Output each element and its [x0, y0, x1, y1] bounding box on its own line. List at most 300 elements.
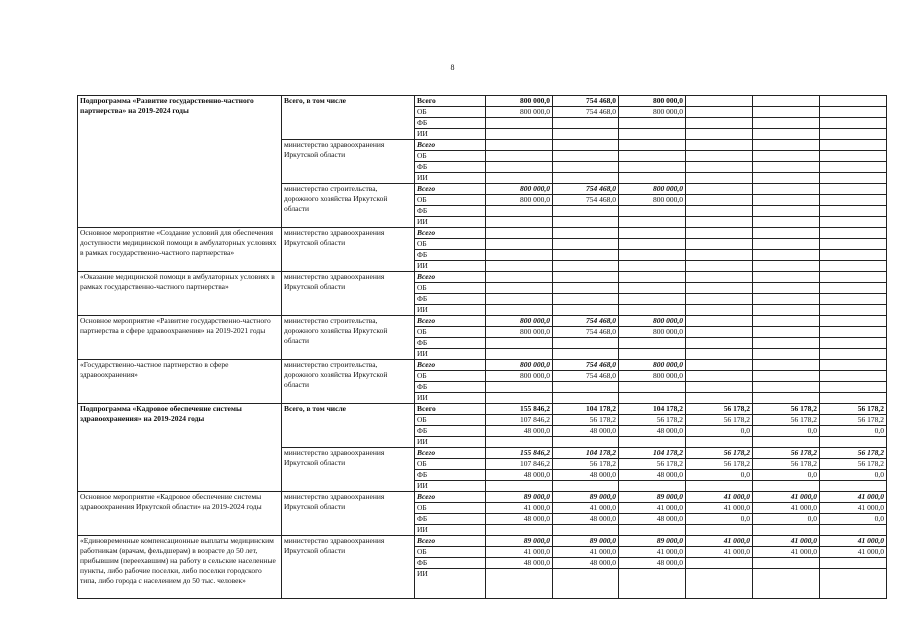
amount-cell [686, 349, 753, 360]
amount-cell: 800 000,0 [486, 316, 553, 327]
funding-source: Всего [415, 228, 486, 239]
amount-cell [753, 382, 820, 393]
amount-cell: 89 000,0 [553, 536, 619, 547]
amount-cell [553, 382, 619, 393]
amount-cell: 56 178,2 [753, 415, 820, 426]
amount-cell: 41 000,0 [553, 503, 619, 514]
amount-cell [486, 118, 553, 129]
amount-cell [619, 437, 686, 448]
amount-cell [486, 525, 553, 536]
amount-cell [753, 327, 820, 338]
amount-cell: 89 000,0 [486, 492, 553, 503]
amount-cell [686, 173, 753, 184]
amount-cell [753, 195, 820, 206]
amount-cell: 800 000,0 [486, 184, 553, 195]
amount-cell [820, 569, 887, 599]
measure-name: «Государственно-частное партнерство в сфере здравоохранения» [78, 360, 282, 404]
amount-cell [753, 371, 820, 382]
funding-source: ОБ [415, 239, 486, 250]
amount-cell [820, 525, 887, 536]
amount-cell: 0,0 [753, 426, 820, 437]
page-number: 8 [450, 63, 455, 72]
amount-cell [686, 525, 753, 536]
amount-cell [553, 481, 619, 492]
amount-cell [486, 481, 553, 492]
amount-cell [820, 481, 887, 492]
funding-source: ИИ [415, 129, 486, 140]
amount-cell: 48 000,0 [619, 514, 686, 525]
amount-cell: 41 000,0 [820, 547, 887, 558]
amount-cell [619, 338, 686, 349]
amount-cell [619, 239, 686, 250]
amount-cell [820, 118, 887, 129]
responsible-executor: министерство строительства, дорожного хозяйства Иркутской области [282, 360, 415, 404]
funding-source: ИИ [415, 305, 486, 316]
funding-table [77, 95, 887, 599]
amount-cell [553, 129, 619, 140]
amount-cell [820, 437, 887, 448]
amount-cell [820, 151, 887, 162]
amount-cell [753, 525, 820, 536]
amount-cell [619, 261, 686, 272]
amount-cell [553, 118, 619, 129]
amount-cell: 41 000,0 [553, 547, 619, 558]
amount-cell [553, 151, 619, 162]
funding-source: ОБ [415, 107, 486, 118]
funding-source: ИИ [415, 173, 486, 184]
amount-cell [753, 569, 820, 599]
amount-cell: 48 000,0 [486, 470, 553, 481]
amount-cell: 800 000,0 [619, 184, 686, 195]
amount-cell: 0,0 [753, 514, 820, 525]
amount-cell [619, 118, 686, 129]
amount-cell: 48 000,0 [486, 514, 553, 525]
amount-cell [686, 217, 753, 228]
amount-cell: 89 000,0 [619, 492, 686, 503]
amount-cell: 56 178,2 [753, 448, 820, 459]
amount-cell: 754 468,0 [553, 327, 619, 338]
amount-cell: 41 000,0 [820, 503, 887, 514]
amount-cell: 0,0 [820, 514, 887, 525]
funding-source: ФБ [415, 514, 486, 525]
amount-cell [619, 272, 686, 283]
amount-cell [619, 206, 686, 217]
amount-cell [753, 206, 820, 217]
amount-cell [553, 140, 619, 151]
funding-source: ОБ [415, 195, 486, 206]
amount-cell [753, 96, 820, 107]
amount-cell: 48 000,0 [553, 426, 619, 437]
amount-cell [486, 437, 553, 448]
funding-source: ИИ [415, 569, 486, 599]
amount-cell [486, 250, 553, 261]
funding-source: Всего [415, 96, 486, 107]
amount-cell: 48 000,0 [553, 514, 619, 525]
responsible-executor: министерство здравоохранения Иркутской области [282, 140, 415, 184]
amount-cell [820, 162, 887, 173]
amount-cell [753, 294, 820, 305]
funding-source: ИИ [415, 481, 486, 492]
amount-cell: 107 846,2 [486, 415, 553, 426]
amount-cell [619, 228, 686, 239]
amount-cell [753, 151, 820, 162]
amount-cell [686, 437, 753, 448]
amount-cell [686, 107, 753, 118]
table-row [78, 536, 887, 547]
amount-cell [753, 360, 820, 371]
amount-cell: 56 178,2 [686, 459, 753, 470]
amount-cell: 754 468,0 [553, 96, 619, 107]
amount-cell: 0,0 [753, 470, 820, 481]
amount-cell [686, 129, 753, 140]
amount-cell [820, 239, 887, 250]
amount-cell [753, 283, 820, 294]
amount-cell: 41 000,0 [753, 536, 820, 547]
funding-source: ОБ [415, 415, 486, 426]
amount-cell [486, 305, 553, 316]
amount-cell: 41 000,0 [686, 536, 753, 547]
table-row [78, 492, 887, 503]
responsible-executor: министерство строительства, дорожного хозяйства Иркутской области [282, 184, 415, 228]
amount-cell: 89 000,0 [486, 536, 553, 547]
amount-cell [686, 371, 753, 382]
amount-cell [619, 393, 686, 404]
responsible-executor: Всего, в том числе [282, 404, 415, 448]
amount-cell [553, 569, 619, 599]
measure-name: Основное мероприятие «Развитие государственно-частного партнерства в сфере здравоохранения» на 2019-2021 годы [78, 316, 282, 360]
amount-cell [753, 261, 820, 272]
funding-source: ОБ [415, 371, 486, 382]
amount-cell [820, 294, 887, 305]
funding-source: Всего [415, 448, 486, 459]
amount-cell: 800 000,0 [619, 107, 686, 118]
amount-cell: 48 000,0 [553, 470, 619, 481]
amount-cell: 41 000,0 [686, 492, 753, 503]
amount-cell [486, 283, 553, 294]
amount-cell [686, 569, 753, 599]
amount-cell: 754 468,0 [553, 316, 619, 327]
amount-cell: 41 000,0 [753, 492, 820, 503]
table-row [78, 96, 887, 107]
amount-cell: 800 000,0 [486, 107, 553, 118]
amount-cell: 800 000,0 [486, 96, 553, 107]
funding-source: ФБ [415, 426, 486, 437]
amount-cell [820, 261, 887, 272]
amount-cell: 800 000,0 [619, 327, 686, 338]
amount-cell: 41 000,0 [686, 503, 753, 514]
amount-cell [686, 272, 753, 283]
amount-cell: 800 000,0 [619, 195, 686, 206]
amount-cell: 56 178,2 [619, 415, 686, 426]
amount-cell [619, 294, 686, 305]
funding-source: Всего [415, 360, 486, 371]
amount-cell [553, 305, 619, 316]
amount-cell [820, 316, 887, 327]
amount-cell: 48 000,0 [486, 426, 553, 437]
responsible-executor: министерство здравоохранения Иркутской области [282, 536, 415, 599]
amount-cell: 800 000,0 [486, 327, 553, 338]
amount-cell [753, 162, 820, 173]
amount-cell [686, 184, 753, 195]
amount-cell [486, 569, 553, 599]
amount-cell [686, 294, 753, 305]
amount-cell [753, 107, 820, 118]
funding-source: ИИ [415, 349, 486, 360]
funding-source: ОБ [415, 547, 486, 558]
funding-source: ОБ [415, 459, 486, 470]
funding-source: ФБ [415, 338, 486, 349]
amount-cell: 56 178,2 [553, 415, 619, 426]
amount-cell [820, 558, 887, 569]
amount-cell: 800 000,0 [619, 316, 686, 327]
amount-cell [686, 261, 753, 272]
amount-cell [820, 129, 887, 140]
amount-cell [686, 316, 753, 327]
amount-cell [486, 162, 553, 173]
funding-source: ОБ [415, 503, 486, 514]
responsible-executor: Всего, в том числе [282, 96, 415, 140]
amount-cell [553, 283, 619, 294]
amount-cell [686, 360, 753, 371]
table-row [78, 360, 887, 371]
amount-cell: 41 000,0 [486, 503, 553, 514]
amount-cell [619, 349, 686, 360]
amount-cell: 104 178,2 [553, 404, 619, 415]
amount-cell: 0,0 [820, 470, 887, 481]
amount-cell: 754 468,0 [553, 195, 619, 206]
funding-source: Всего [415, 492, 486, 503]
amount-cell [553, 525, 619, 536]
amount-cell: 48 000,0 [486, 558, 553, 569]
amount-cell [686, 305, 753, 316]
amount-cell [619, 140, 686, 151]
amount-cell: 41 000,0 [686, 547, 753, 558]
amount-cell: 56 178,2 [686, 415, 753, 426]
responsible-executor: министерство здравоохранения Иркутской области [282, 272, 415, 316]
amount-cell [820, 173, 887, 184]
amount-cell [553, 162, 619, 173]
measure-name: Основное мероприятие «Кадровое обеспечение системы здравоохранения Иркутской области» на 2019-2024 годы [78, 492, 282, 536]
amount-cell: 41 000,0 [753, 547, 820, 558]
amount-cell [553, 294, 619, 305]
amount-cell [486, 151, 553, 162]
amount-cell [486, 393, 553, 404]
table-row [78, 272, 887, 283]
amount-cell: 48 000,0 [619, 426, 686, 437]
funding-source: Всего [415, 140, 486, 151]
amount-cell [820, 107, 887, 118]
funding-source: ИИ [415, 217, 486, 228]
amount-cell [686, 250, 753, 261]
amount-cell [686, 118, 753, 129]
amount-cell: 56 178,2 [820, 404, 887, 415]
amount-cell [619, 481, 686, 492]
funding-source: ИИ [415, 525, 486, 536]
amount-cell [820, 140, 887, 151]
amount-cell [619, 162, 686, 173]
amount-cell: 155 846,2 [486, 404, 553, 415]
amount-cell [753, 558, 820, 569]
amount-cell [686, 283, 753, 294]
amount-cell [619, 129, 686, 140]
amount-cell [553, 217, 619, 228]
funding-source: ОБ [415, 327, 486, 338]
amount-cell [820, 349, 887, 360]
amount-cell: 800 000,0 [619, 96, 686, 107]
measure-name: «Единовременные компенсационные выплаты медицинским работникам (врачам, фельдшерам) в возрасте до 50 лет, прибывшим (переехавшим) на работу в сельские населенные пункты, либо рабочие поселки, либо поселки городского типа, либо города с населением до 50 тыс. человек» [78, 536, 282, 599]
amount-cell [619, 250, 686, 261]
amount-cell [820, 327, 887, 338]
funding-source: ФБ [415, 294, 486, 305]
amount-cell: 754 468,0 [553, 184, 619, 195]
amount-cell: 41 000,0 [486, 547, 553, 558]
amount-cell: 89 000,0 [553, 492, 619, 503]
amount-cell [686, 338, 753, 349]
amount-cell [753, 272, 820, 283]
amount-cell [686, 382, 753, 393]
funding-source: ФБ [415, 206, 486, 217]
amount-cell [820, 228, 887, 239]
amount-cell [619, 382, 686, 393]
amount-cell [553, 173, 619, 184]
amount-cell [553, 239, 619, 250]
amount-cell [486, 140, 553, 151]
amount-cell: 56 178,2 [753, 404, 820, 415]
amount-cell [553, 272, 619, 283]
funding-source: Всего [415, 316, 486, 327]
amount-cell [820, 217, 887, 228]
amount-cell [619, 151, 686, 162]
amount-cell: 41 000,0 [619, 547, 686, 558]
amount-cell [686, 327, 753, 338]
amount-cell [820, 360, 887, 371]
measure-name: Подпрограмма «Развитие государственно-частного партнерства» на 2019-2024 годы [78, 96, 282, 228]
amount-cell [820, 96, 887, 107]
amount-cell [686, 481, 753, 492]
amount-cell [820, 371, 887, 382]
amount-cell [686, 558, 753, 569]
amount-cell: 56 178,2 [619, 459, 686, 470]
amount-cell [753, 250, 820, 261]
amount-cell [486, 338, 553, 349]
amount-cell [686, 239, 753, 250]
amount-cell [553, 261, 619, 272]
funding-source: ИИ [415, 393, 486, 404]
amount-cell [753, 228, 820, 239]
funding-source: Всего [415, 184, 486, 195]
amount-cell [820, 382, 887, 393]
amount-cell [753, 140, 820, 151]
amount-cell [486, 173, 553, 184]
amount-cell: 56 178,2 [753, 459, 820, 470]
amount-cell: 754 468,0 [553, 371, 619, 382]
amount-cell [753, 316, 820, 327]
funding-source: ФБ [415, 558, 486, 569]
table-row [78, 228, 887, 239]
amount-cell: 800 000,0 [486, 371, 553, 382]
amount-cell [553, 250, 619, 261]
amount-cell [486, 382, 553, 393]
amount-cell: 104 178,2 [619, 404, 686, 415]
amount-cell: 104 178,2 [619, 448, 686, 459]
amount-cell: 48 000,0 [619, 470, 686, 481]
amount-cell [820, 184, 887, 195]
amount-cell [619, 283, 686, 294]
amount-cell [553, 206, 619, 217]
amount-cell [753, 129, 820, 140]
amount-cell: 56 178,2 [686, 404, 753, 415]
amount-cell [753, 393, 820, 404]
funding-source: Всего [415, 272, 486, 283]
responsible-executor: министерство здравоохранения Иркутской области [282, 492, 415, 536]
amount-cell: 800 000,0 [486, 195, 553, 206]
amount-cell: 0,0 [686, 426, 753, 437]
amount-cell [686, 206, 753, 217]
amount-cell [820, 305, 887, 316]
amount-cell [686, 151, 753, 162]
amount-cell: 56 178,2 [820, 415, 887, 426]
amount-cell: 41 000,0 [753, 503, 820, 514]
amount-cell: 41 000,0 [820, 492, 887, 503]
amount-cell: 800 000,0 [619, 371, 686, 382]
amount-cell [753, 338, 820, 349]
measure-name: Подпрограмма «Кадровое обеспечение системы здравоохранения» на 2019-2024 годы [78, 404, 282, 492]
responsible-executor: министерство строительства, дорожного хозяйства Иркутской области [282, 316, 415, 360]
amount-cell [753, 481, 820, 492]
amount-cell [686, 140, 753, 151]
amount-cell: 56 178,2 [820, 459, 887, 470]
amount-cell [686, 96, 753, 107]
amount-cell [553, 228, 619, 239]
amount-cell: 48 000,0 [553, 558, 619, 569]
amount-cell: 754 468,0 [553, 107, 619, 118]
amount-cell [753, 184, 820, 195]
amount-cell [686, 162, 753, 173]
funding-source: ФБ [415, 470, 486, 481]
measure-name: Основное мероприятие «Создание условий для обеспечения доступности медицинской помощи в амбулаторных условиях в рамках государственно-частного партнерства» [78, 228, 282, 272]
amount-cell: 800 000,0 [486, 360, 553, 371]
amount-cell [619, 569, 686, 599]
amount-cell [619, 305, 686, 316]
measure-name: «Оказание медицинской помощи в амбулаторных условиях в рамках государственно-частного партнерства» [78, 272, 282, 316]
amount-cell: 56 178,2 [553, 459, 619, 470]
funding-source: Всего [415, 404, 486, 415]
funding-source: ИИ [415, 261, 486, 272]
amount-cell [619, 525, 686, 536]
amount-cell [820, 283, 887, 294]
amount-cell [553, 393, 619, 404]
amount-cell [486, 129, 553, 140]
amount-cell: 56 178,2 [820, 448, 887, 459]
funding-source: ФБ [415, 162, 486, 173]
amount-cell [486, 349, 553, 360]
funding-source: ФБ [415, 382, 486, 393]
amount-cell [553, 338, 619, 349]
amount-cell [619, 173, 686, 184]
amount-cell [486, 206, 553, 217]
amount-cell: 56 178,2 [686, 448, 753, 459]
amount-cell: 41 000,0 [619, 503, 686, 514]
amount-cell [486, 272, 553, 283]
amount-cell [553, 437, 619, 448]
amount-cell [753, 118, 820, 129]
amount-cell [486, 239, 553, 250]
funding-source: Всего [415, 536, 486, 547]
amount-cell [753, 239, 820, 250]
amount-cell: 41 000,0 [820, 536, 887, 547]
amount-cell [753, 217, 820, 228]
amount-cell: 0,0 [820, 426, 887, 437]
